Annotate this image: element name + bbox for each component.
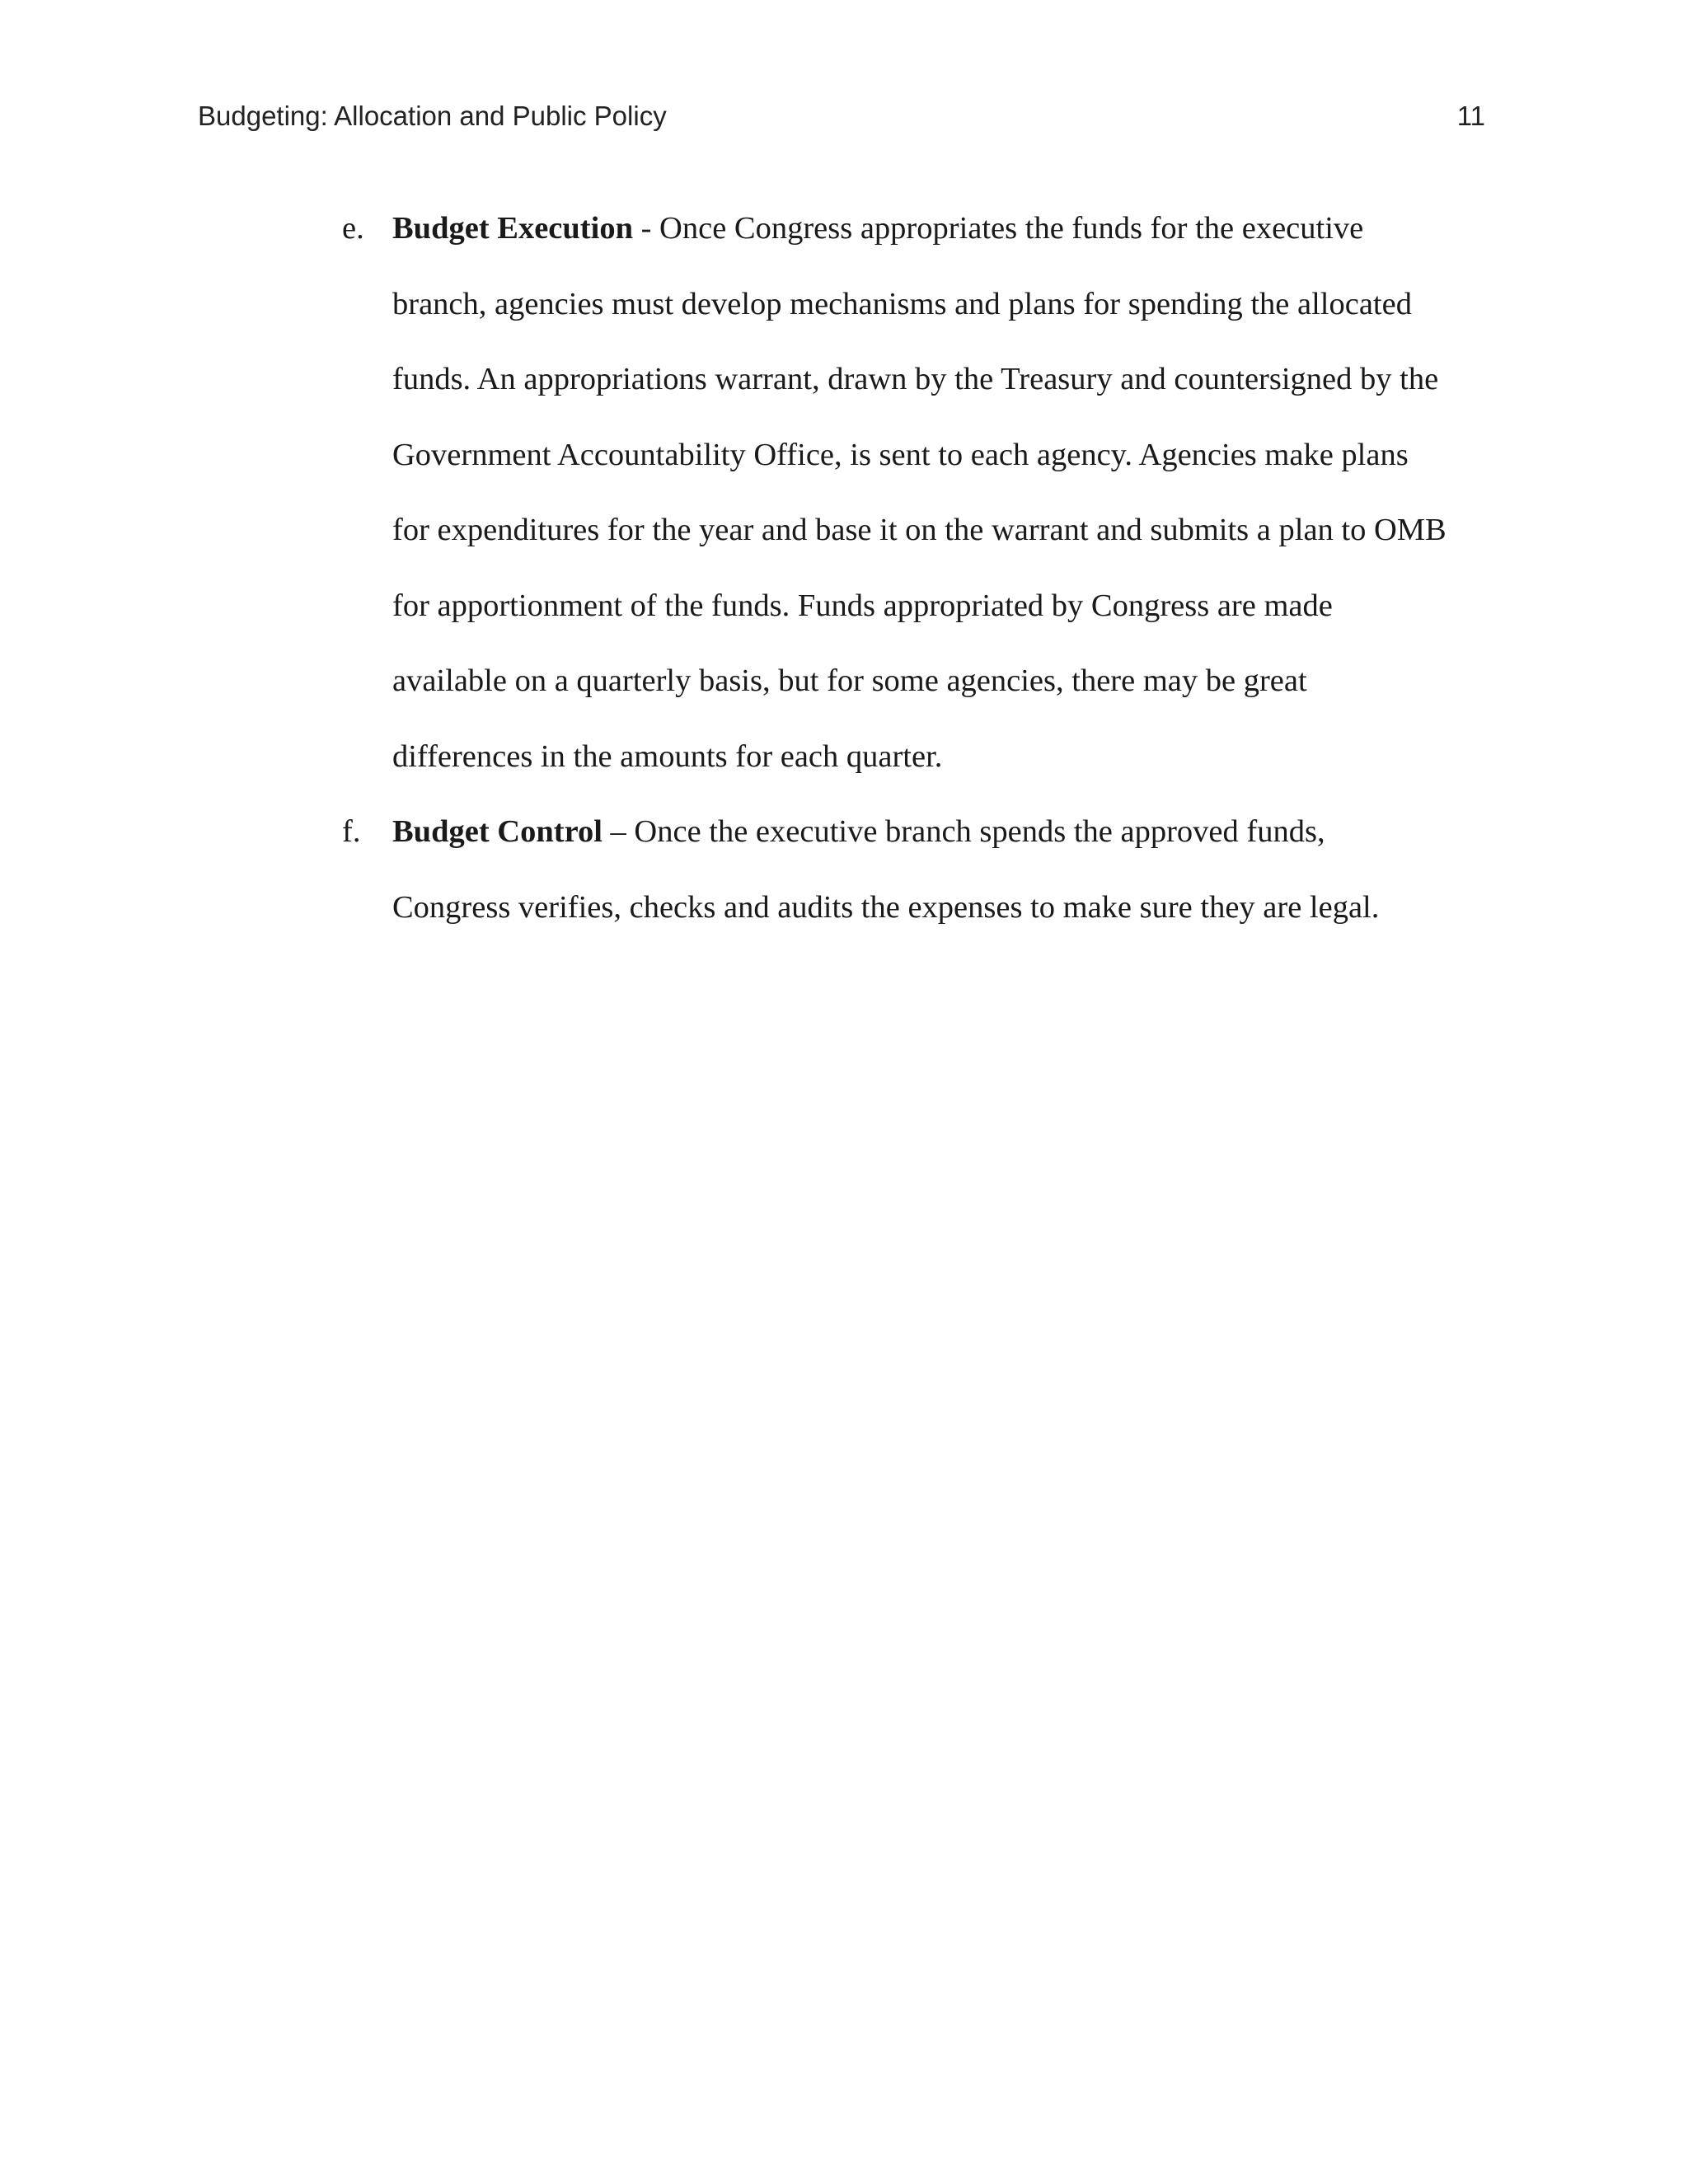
list-marker: e. <box>342 211 364 246</box>
list-item-body <box>392 191 1451 794</box>
budget-process-list <box>342 191 1451 945</box>
term-budget-execution: Budget Execution <box>392 211 633 246</box>
running-head-title: Budgeting: Allocation and Public Policy <box>198 101 667 131</box>
page-number: 11 <box>1456 101 1485 131</box>
list-marker: f. <box>342 814 361 849</box>
term-budget-control: Budget Control <box>392 814 603 849</box>
definition-budget-control: – Once the executive branch spends the approved funds, Congress verifies, checks and audits the expenses to make sure they are legal. <box>392 814 1380 925</box>
running-head <box>198 94 1485 138</box>
list-item-budget-control <box>342 794 1451 945</box>
list-item-budget-execution <box>342 191 1451 794</box>
list-item-body <box>392 794 1451 945</box>
definition-budget-execution: - Once Congress appropriates the funds for the executive branch, agencies must develop mechanisms and plans for spending the allocated funds. An appropriations warrant, drawn by the Treasury and countersigned by the Government Accountability Office, is sent to each agency. Agencies make plans for expenditures for the year and base it on the warrant and submits a plan to OMB for apportionment of the funds. Funds appropriated by Congress are made available on a quarterly basis, but for some agencies, there may be great differences in the amounts for each quarter. <box>392 211 1447 774</box>
